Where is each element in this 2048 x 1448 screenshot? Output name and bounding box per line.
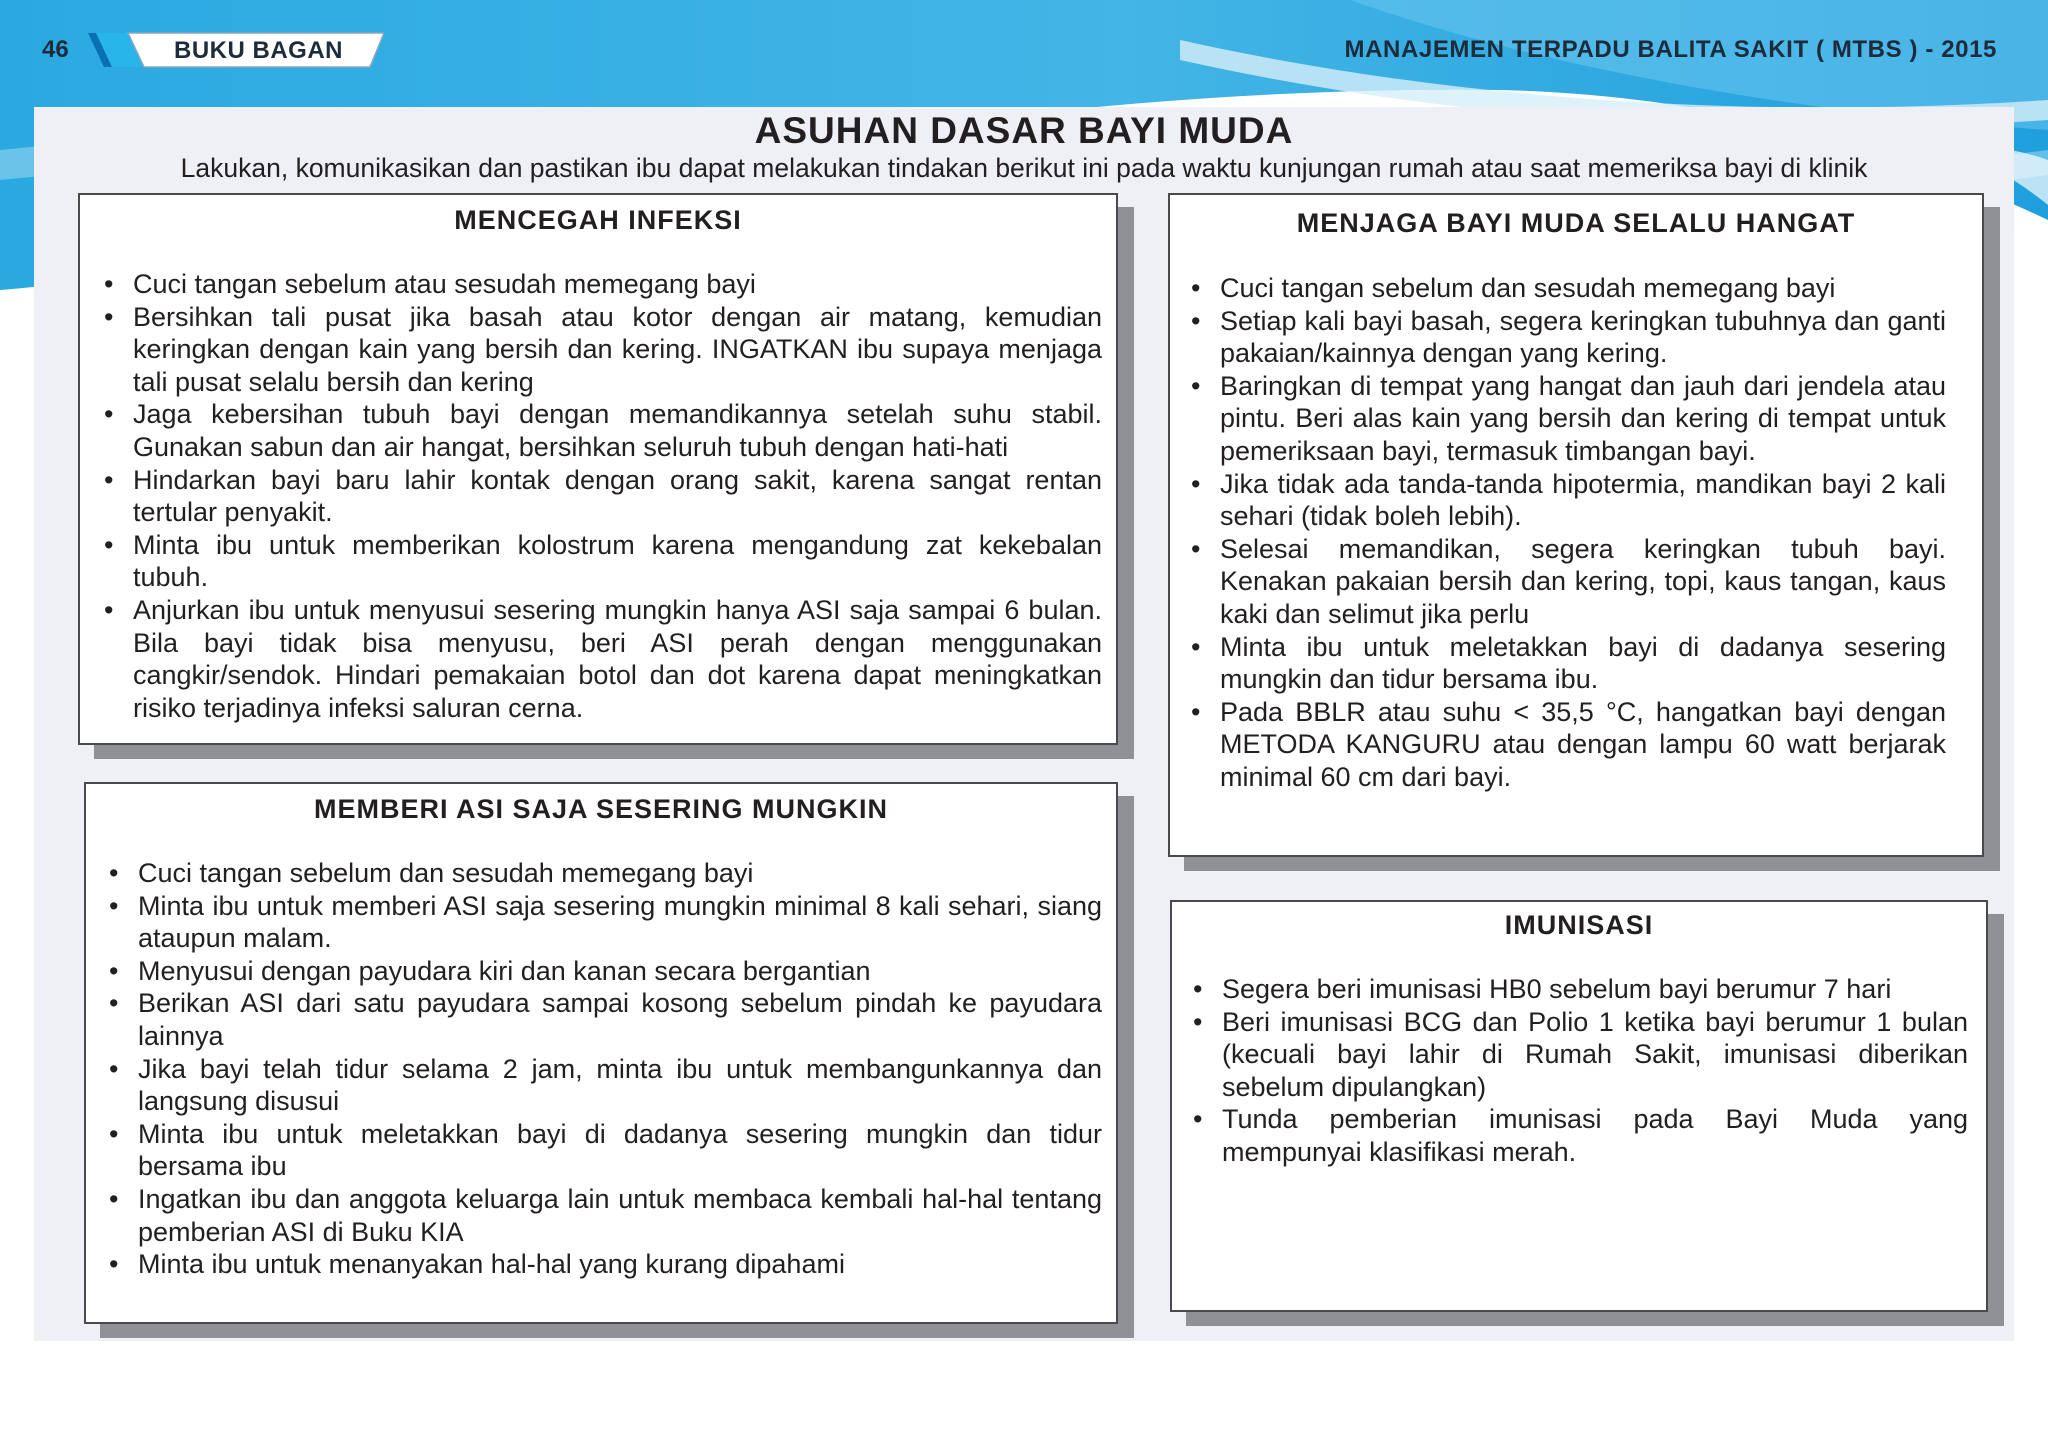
list-item: • Cuci tangan sebelum dan sesudah memegang bayi — [1220, 272, 1946, 305]
list-item: • Setiap kali bayi basah, segera keringkan tubuhnya dan ganti pakaian/kainnya dengan yang kering. — [1220, 305, 1946, 370]
bullet-list — [133, 268, 1102, 724]
section-heading: MEMBERI ASI SAJA SESERING MUNGKIN — [313, 794, 889, 824]
section-memberi-asi — [84, 782, 1118, 1324]
list-item: • Bersihkan tali pusat jika basah atau kotor dengan air matang, kemudian keringkan dengan kain yang bersih dan kering. INGATKAN ibu supaya menjaga tali pusat selalu bersih dan kering — [133, 301, 1102, 399]
section-tab-badge — [88, 30, 384, 70]
bullet-list — [1222, 973, 1968, 1169]
list-item: • Jika tidak ada tanda-tanda hipotermia, mandikan bayi 2 kali sehari (tidak boleh lebih). — [1220, 468, 1946, 533]
list-item: • Jaga kebersihan tubuh bayi dengan memandikannya setelah suhu stabil. Gunakan sabun dan air hangat, bersihkan seluruh tubuh dengan hati-hati — [133, 398, 1102, 463]
list-item: • Baringkan di tempat yang hangat dan jauh dari jendela atau pintu. Beri alas kain yang bersih dan kering di tempat untuk pemeriksaan bayi, termasuk timbangan bayi. — [1220, 370, 1946, 468]
list-item: • Cuci tangan sebelum dan sesudah memegang bayi — [138, 857, 1102, 890]
bullet-list — [138, 857, 1102, 1281]
list-item: • Selesai memandikan, segera keringkan tubuh bayi. Kenakan pakaian bersih dan kering, topi, kaus tangan, kaus kaki dan selimut jika perlu — [1220, 533, 1946, 631]
list-item: • Cuci tangan sebelum atau sesudah memegang bayi — [133, 268, 1102, 301]
section-imunisasi — [1170, 900, 1988, 1312]
list-item: • Tunda pemberian imunisasi pada Bayi Muda yang mempunyai klasifikasi merah. — [1222, 1103, 1968, 1168]
book-title: MANAJEMEN TERPADU BALITA SAKIT ( MTBS ) - 2015 — [1344, 36, 1997, 63]
list-item: • Anjurkan ibu untuk menyusui sesering mungkin hanya ASI saja sampai 6 bulan. Bila bayi tidak bisa menyusu, beri ASI perah dengan menggunakan cangkir/sendok. Hindari pemakaian botol dan dot karena dapat meningkatkan risiko terjadinya infeksi saluran cerna. — [133, 594, 1102, 724]
list-item: • Minta ibu untuk menanyakan hal-hal yang kurang dipahami — [138, 1248, 1102, 1281]
list-item: • Minta ibu untuk meletakkan bayi di dadanya sesering mungkin dan tidur bersama ibu — [138, 1118, 1102, 1183]
page-title: ASUHAN DASAR BAYI MUDA — [754, 110, 1294, 151]
list-item: • Pada BBLR atau suhu < 35,5 °C, hangatkan bayi dengan METODA KANGURU atau dengan lampu 60 watt berjarak minimal 60 cm dari bayi. — [1220, 696, 1946, 794]
section-tab-label: BUKU BAGAN — [174, 37, 343, 64]
page-subtitle: Lakukan, komunikasikan dan pastikan ibu dapat melakukan tindakan berikut ini pada waktu kunjungan rumah atau saat memeriksa bayi di klinik — [180, 153, 1868, 183]
section-heading: MENCEGAH INFEKSI — [454, 205, 742, 235]
section-mencegah-infeksi — [78, 193, 1118, 745]
list-item: • Minta ibu untuk meletakkan bayi di dadanya sesering mungkin dan tidur bersama ibu. — [1220, 631, 1946, 696]
list-item: • Berikan ASI dari satu payudara sampai kosong sebelum pindah ke payudara lainnya — [138, 987, 1102, 1052]
list-item: • Segera beri imunisasi HB0 sebelum bayi berumur 7 hari — [1222, 973, 1968, 1006]
bullet-list — [1220, 272, 1946, 794]
section-heading: MENJAGA BAYI MUDA SELALU HANGAT — [1296, 208, 1856, 238]
list-item: • Jika bayi telah tidur selama 2 jam, minta ibu untuk membangunkannya dan langsung disusui — [138, 1053, 1102, 1118]
list-item: • Menyusui dengan payudara kiri dan kanan secara bergantian — [138, 955, 1102, 988]
page-header — [0, 0, 2048, 100]
list-item: • Minta ibu untuk memberikan kolostrum karena mengandung zat kekebalan tubuh. — [133, 529, 1102, 594]
page-number: 46 — [42, 36, 69, 63]
list-item: • Minta ibu untuk memberi ASI saja sesering mungkin minimal 8 kali sehari, siang ataupun malam. — [138, 890, 1102, 955]
list-item: • Hindarkan bayi baru lahir kontak dengan orang sakit, karena sangat rentan tertular penyakit. — [133, 464, 1102, 529]
list-item: • Beri imunisasi BCG dan Polio 1 ketika bayi berumur 1 bulan (kecuali bayi lahir di Rumah Sakit, imunisasi diberikan sebelum dipulangkan) — [1222, 1006, 1968, 1104]
section-heading: IMUNISASI — [1504, 910, 1654, 940]
list-item: • Ingatkan ibu dan anggota keluarga lain untuk membaca kembali hal-hal tentang pemberian ASI di Buku KIA — [138, 1183, 1102, 1248]
section-menjaga-hangat — [1168, 193, 1984, 857]
